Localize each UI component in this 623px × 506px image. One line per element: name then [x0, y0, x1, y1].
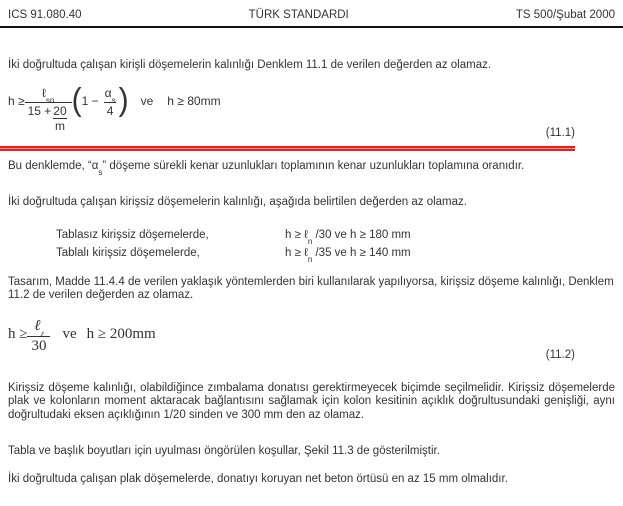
paragraph-design-method: Tasarım, Madde 11.4.4 de verilen yaklaşık yöntemlerden biri kullanılarak yapılıyorsa, kirişsiz döşeme kalınlığı, Denklem 11.2 de verilen değerden az olamaz.	[8, 275, 614, 302]
eq1-denominator: 15 + $\frac{20}{m}$	[25, 102, 72, 133]
eq2-fraction: $\frac{\ell_\ell}{30}$	[27, 318, 50, 355]
alpha-subscript: s	[98, 168, 103, 178]
eq2-conjunction: ve	[62, 325, 77, 342]
slab-requirements-list	[8, 226, 615, 262]
equation-label-11-1: (11.1)	[545, 126, 575, 139]
paragraph-concrete-cover: İki doğrultuda çalışan plak döşemelerde, donatıyı koruyan net beton örtüsü en az 15 mm olmalıdır.	[8, 472, 508, 485]
eq1-alpha-fraction: $\frac{\alpha_s}{4}$	[102, 86, 119, 119]
paragraph-intro-equation-11-1: İki doğrultuda çalışan kirişli döşemelerin kalınlığı Denklem 11.1 de verilen değerden az olamaz.	[8, 59, 492, 71]
equation-label-11-2: (11.2)	[545, 348, 575, 361]
eq1-close-paren: )	[118, 82, 129, 118]
slab-requirement-value: h ≥ ℓ$_n$ /30 ve h ≥ 180 mm	[285, 228, 411, 246]
eq1-numerator: ℓ$_{sn}$	[41, 85, 55, 105]
eq1-conjunction: ve	[140, 93, 154, 108]
list-item	[56, 226, 615, 244]
paragraph-punching-shear: Kirişsiz döşeme kalınlığı, olabildiğince zımbalama donatısı gerektirmeyecek biçimde seçilmelidir. Kirişsiz döşemelerde plak ve kolonların moment aktaracak bağlantısını sağlamak için kolon kesitinin açıklık doğrultusundaki genişliği, aynı doğrultudaki eksen açıklığının 1/20 sinden ve 300 mm den az olamaz.	[8, 381, 615, 421]
eq1-lhs: h ≥	[8, 93, 25, 108]
page-header	[0, 8, 623, 28]
paragraph-alpha-definition: Bu denklemde, “$\alpha_s$” döşeme sürekli kenar uzunlukları toplamının kenar uzunlukları toplamına oranıdır.	[8, 159, 525, 178]
slab-requirement-value: h ≥ ℓ$_n$ /35 ve h ≥ 140 mm	[285, 246, 411, 264]
eq1-nested-fraction: $\frac{20}{m}$	[53, 103, 67, 133]
list-item	[56, 244, 615, 262]
eq2-min-thickness: h ≥ 200mm	[86, 325, 156, 342]
eq1-main-fraction	[25, 86, 72, 133]
header-ics-code: ICS 91.080.40	[8, 9, 82, 21]
paragraph-figure-reference: Tabla ve başlık boyutları için uyulması öngörülen koşullar, Şekil 11.3 de gösterilmiştir.	[8, 445, 440, 458]
paragraph-intro-flat-slabs: İki doğrultuda çalışan kirişsiz döşemelerin kalınlığı, aşağıda belirtilen değerden az olamaz.	[8, 196, 467, 209]
header-standard-ref: TS 500/Şubat 2000	[515, 9, 615, 21]
equation-11-2	[8, 318, 615, 362]
eq1-alpha-numerator: $\alpha_s$	[104, 85, 116, 105]
eq1-open-paren: (	[71, 82, 82, 118]
red-underline-annotation	[0, 146, 575, 151]
slab-type-label: Tablalı kirişsiz döşemelerde,	[56, 246, 200, 259]
eq2-lhs: h ≥	[8, 325, 28, 342]
equation-11-1	[8, 82, 615, 140]
slab-type-label: Tablasız kirişsiz döşemelerde,	[56, 228, 209, 241]
header-title: TÜRK STANDARDI	[248, 9, 349, 21]
eq1-min-thickness: h ≥ 80mm	[167, 93, 221, 108]
eq1-paren-expression: 1 − $\frac{\alpha_s}{4}$	[82, 86, 119, 119]
eq2-numerator: ℓ$_\ell$	[34, 317, 44, 339]
equation-11-1-formula	[8, 82, 615, 133]
